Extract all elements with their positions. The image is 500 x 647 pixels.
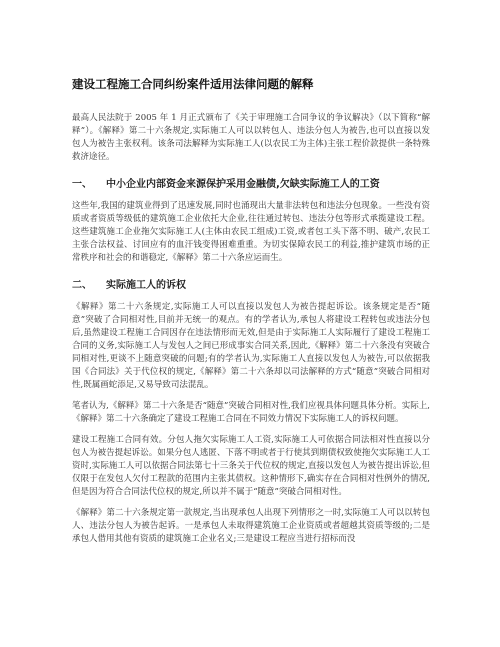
body-paragraph: 建设工程施工合同有效。分包人拖欠实际施工人工资,实际施工人可依据合同法相对性直接以分包人为被告提起诉讼。如果分包人逃匿、下落不明或者于行使其到期债权致使拖欠实际施工人工资时,实际施工人可以依据合同法第七十三条关于代位权的规定,直接以发包人为被告提出诉讼,但仅限于在发包人欠付工程款的范围内主张其债权。这种情形下,确实存在合同相对性例外的情况,但是因为符合合同法代位权的规定,所以并不属于“随意”突破合同相对性。 [72, 435, 430, 497]
body-paragraph: 这些年,我国的建筑业得到了迅速发展,同时也涌现出大量非法转包和违法分包现象。一些没有资质或者资质等级低的建筑施工企业依托大企业,往往通过转包、违法分包等形式承揽建设工程。这些建筑施工企业拖欠实际施工人(主体由农民工组成)工资,或者包工头下落不明、破产,农民工主张合法权益、讨回应有的血汗钱变得困难重重。为切实保障农民工的利益,推护建筑市场的正常秩序和社会的和谐稳定,《解释》第二十六条应运而生。 [72, 201, 430, 263]
section-1 [72, 178, 430, 265]
section-heading-text: 实际施工人的诉权 [106, 280, 186, 291]
document-page [72, 76, 430, 554]
intro-paragraph: 最高人民法院于 2005 年 1 月正式颁布了《关于审理施工合同争议的争议解决》（以下简称“解释”）。《解释》第二十六条规定,实际施工人可以以转包人、违法分包人为被告,也可以直接以发包人为被告主张权利。该条司法解释为实际施工人(以农民工为主体)主张工程价款提供一条特殊救济途径。 [72, 113, 430, 162]
body-paragraph: 笔者认为,《解释》第二十六条是否“随意”突破合同相对性,我们应视具体问题具体分析。实际上,《解释》第二十六条确定了建设工程施工合同在不同效力情况下实际施工人的诉权问题。 [72, 401, 430, 424]
section-number: 二、 [72, 280, 92, 291]
body-paragraph: 《解释》第二十六条规定,实际施工人可以直接以发包人为被告提起诉讼。该条规定是否“随意”突破了合同相对性,目前并无统一的观点。有的学者认为,承包人将建设工程转包或违法分包后,虽然建设工程施工合同因存在违法情形而无效,但是由于实际施工人实际履行了建设工程施工合同的义务,实际施工人与发包人之间已形成事实合同关系,因此,《解释》第二十六条没有突破合同相对性,更谈不上随意突破的问题;有的学者认为,实际施工人直接以发包人为被告,可以依据我国《合同法》关于代位权的规定,《解释》第二十六条却以司法解释的方式“随意”突破合同相对性,既属画蛇添足,又易导致司法混乱。 [72, 302, 430, 390]
section-heading [72, 279, 430, 293]
section-number: 一、 [72, 179, 92, 190]
section-heading-text: 中小企业内部资金来源保护采用金融债,欠缺实际施工人的工资 [106, 179, 380, 190]
body-paragraph: 《解释》第二十六条规定第一款规定,当出现承包人出现下列情形之一时,实际施工人可以以转包人、违法分包人为被告起诉。一是承包人未取得建筑施工企业资质或者超越其资质等级的;二是承包人借用其他有资质的建筑施工企业名义;三是建设工程应当进行招标而没 [72, 508, 430, 544]
section-heading [72, 178, 430, 192]
section-2 [72, 279, 430, 546]
document-title: 建设工程施工合同纠纷案件适用法律问题的解释 [72, 77, 314, 91]
